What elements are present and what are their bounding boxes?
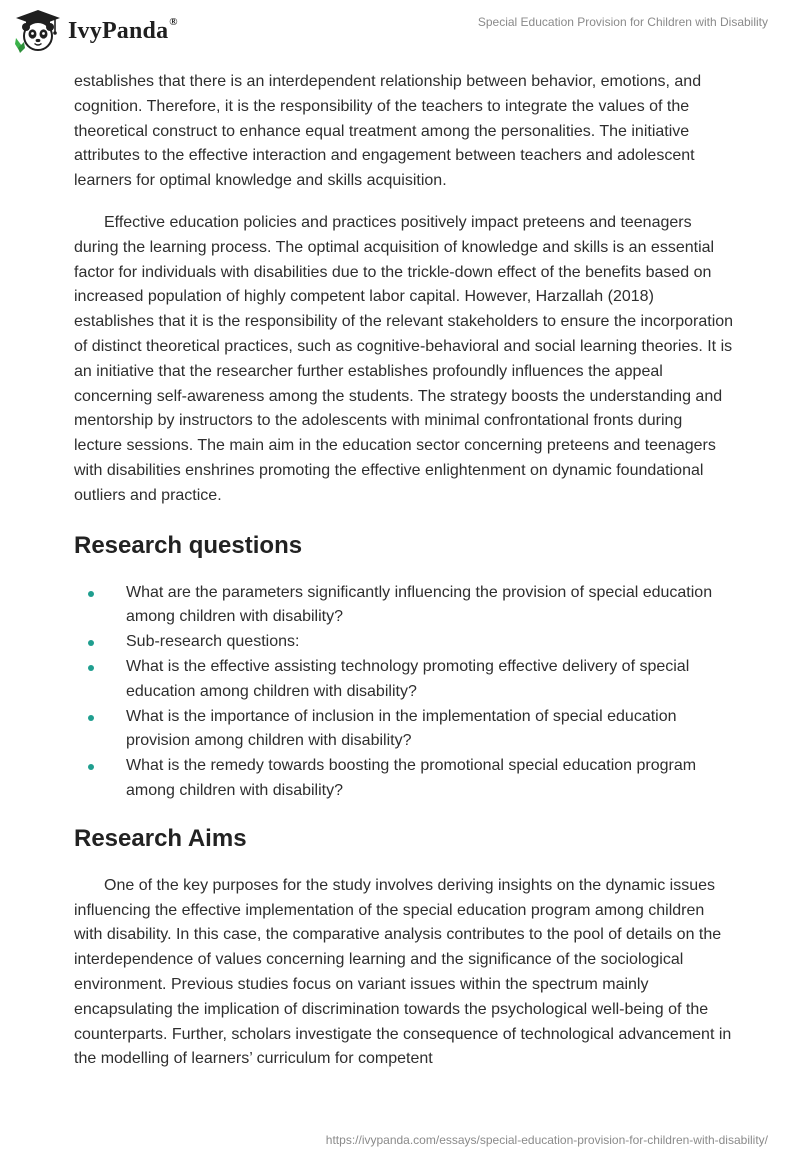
bullet-icon — [88, 640, 94, 646]
bullet-icon — [88, 665, 94, 671]
source-url[interactable]: https://ivypanda.com/essays/special-education-provision-for-children-with-disability/ — [325, 1133, 768, 1147]
list-item: What is the importance of inclusion in the implementation of special education provision among children with disability? — [74, 705, 734, 755]
paragraph-education-policies: Effective education policies and practices positively impact preteens and teenagers during the learning process. The optimal acquisition of knowledge and skills is an essential factor for individuals with disabilities due to the trickle-down effect of the benefits based on increased population of highly competent labor capital. However, Harzallah (2018) establishes that it is the responsibility of the relevant stakeholders to ensure the incorporation of distinct theoretical practices, such as cognitive-behavioral and social learning theories. It is an initiative that the researcher further establishes profoundly influences the appeal concerning self-awareness among the students. The strategy boosts the understanding and mentorship by instructors to the adolescents with minimal confrontational fronts during lecture sessions. The main aim in the education sector concerning preteens and teenagers with disabilities enshrines promoting the effective enlightenment on dynamic foundational outliers and practice. — [74, 213, 734, 504]
list-item: What are the parameters significantly influencing the provision of special education among children with disability? — [74, 581, 734, 631]
bullet-icon — [88, 591, 94, 597]
document-title: Special Education Provision for Children with Disability — [477, 15, 768, 29]
logo-text: IvyPanda® — [68, 15, 178, 44]
page-header — [0, 0, 800, 70]
site-logo[interactable] — [14, 8, 178, 54]
paragraph-research-aims: One of the key purposes for the study involves deriving insights on the dynamic issues influencing the effective implementation of the special education program among children with disability. In this case, the comparative analysis contributes to the pool of details on the interdependence of values concerning learning and the significance of the sociological environment. Previous studies focus on variant issues within the spectrum mainly encapsulating the implication of discrimination towards the psychological well-being of the counterparts. Further, scholars investigate the consequence of technological advancement in the modelling of learners’ curriculum for competent — [74, 876, 732, 1068]
paragraph-continued: establishes that there is an interdependent relationship between behavior, emotions, and cognition. Therefore, it is the responsibility of the teachers to integrate the values of the theoretical construct to enhance equal treatment among the personalities. The initiative attributes to the effective interaction and engagement between teachers and adolescent learners for optimal knowledge and skills acquisition. — [74, 73, 702, 190]
bullet-icon — [88, 715, 94, 721]
panda-logo-icon — [14, 8, 62, 54]
list-item: What is the effective assisting technology promoting effective delivery of special education among children with disability? — [74, 655, 734, 705]
heading-research-questions: Research questions — [74, 531, 303, 559]
bullet-icon — [88, 764, 94, 770]
list-item: What is the remedy towards boosting the promotional special education program among children with disability? — [74, 754, 734, 804]
list-item: Sub-research questions: — [74, 630, 734, 655]
research-questions-list — [74, 581, 734, 804]
registered-mark: ® — [169, 15, 178, 28]
heading-research-aims: Research Aims — [74, 824, 247, 852]
essay-body — [74, 70, 734, 1072]
